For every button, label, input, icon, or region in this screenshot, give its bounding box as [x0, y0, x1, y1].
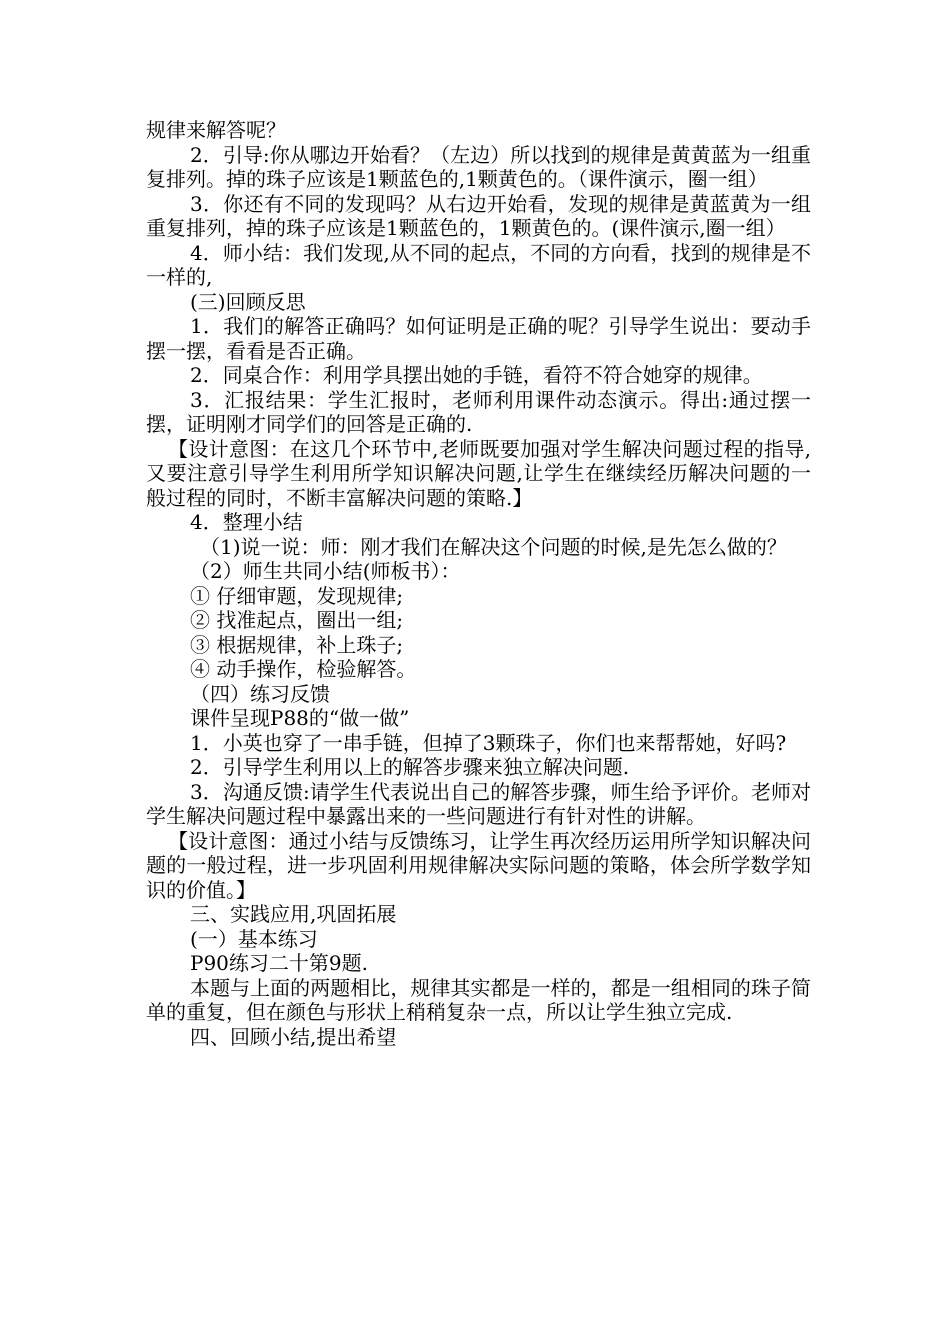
section-heading: 三、实践应用,巩固拓展 — [190, 902, 397, 926]
document-body — [146, 118, 811, 1049]
paragraph: 3．你还有不同的发现吗？从右边开始看，发现的规律是黄蓝黄为一组重复排列，掉的珠子应该是1颗蓝色的，1颗黄色的。(课件演示,圈一组） — [146, 191, 811, 240]
paragraph: 2．同桌合作：利用学具摆出她的手链，看符不符合她穿的规律。 — [190, 363, 763, 387]
paragraph: 4．整理小结 — [190, 510, 303, 534]
design-intent-note: 【设计意图：通过小结与反馈练习，让学生再次经历运用所学知识解决问题的一般过程，进一步巩固利用规律解决实际问题的策略，体会所学数学知识的价值。】 — [146, 828, 811, 902]
section-heading: (三)回顾反思 — [190, 289, 306, 314]
paragraph: （1)说一说：师：刚才我们在解决这个问题的时候,是先怎么做的？ — [200, 534, 787, 559]
list-item: ④ 动手操作，检验解答。 — [190, 657, 417, 681]
list-item: ③ 根据规律，补上珠子; — [190, 632, 404, 657]
paragraph: P90练习二十第9题. — [190, 951, 368, 975]
paragraph: 1．小英也穿了一串手链，但掉了3颗珠子，你们也来帮帮她，好吗? — [190, 730, 787, 755]
paragraph: 4．师小结：我们发现,从不同的起点，不同的方向看，找到的规律是不一样的, — [146, 240, 811, 289]
design-intent-note: 【设计意图：在这几个环节中,老师既要加强对学生解决问题过程的指导,又要注意引导学生利用所学知识解决问题,让学生在继续经历解决问题的一般过程的同时，不断丰富解决问题的策略.】 — [146, 436, 811, 510]
list-item: ② 找准起点，圈出一组; — [190, 608, 404, 632]
section-heading: （四）练习反馈 — [190, 681, 330, 706]
paragraph: 课件呈现P88的“做一做” — [190, 706, 410, 730]
paragraph: 2．引导:你从哪边开始看？（左边）所以找到的规律是黄黄蓝为一组重复排列。掉的珠子应该是1颗蓝色的,1颗黄色的。（课件演示，圈一组） — [146, 142, 811, 191]
paragraph: 3．沟通反馈:请学生代表说出自己的解答步骤，师生给予评价。老师对学生解决问题过程中暴露出来的一些问题进行有针对性的讲解。 — [146, 779, 811, 828]
section-heading: 四、回顾小结,提出希望 — [190, 1024, 397, 1049]
section-heading: (一）基本练习 — [190, 926, 318, 951]
paragraph: 3．汇报结果：学生汇报时，老师利用课件动态演示。得出:通过摆一摆，证明刚才同学们的回答是正确的. — [146, 387, 811, 436]
paragraph: 2．引导学生利用以上的解答步骤来独立解决问题. — [190, 755, 630, 779]
paragraph: （2）师生共同小结(师板书）： — [190, 559, 461, 583]
paragraph: 1．我们的解答正确吗？如何证明是正确的呢？引导学生说出：要动手摆一摆，看看是否正确。 — [146, 314, 811, 363]
paragraph: 规律来解答呢？ — [146, 118, 286, 142]
list-item: ① 仔细审题，发现规律; — [190, 583, 404, 608]
paragraph: 本题与上面的两题相比，规律其实都是一样的，都是一组相同的珠子简单的重复，但在颜色与形状上稍稍复杂一点，所以让学生独立完成. — [146, 975, 811, 1024]
